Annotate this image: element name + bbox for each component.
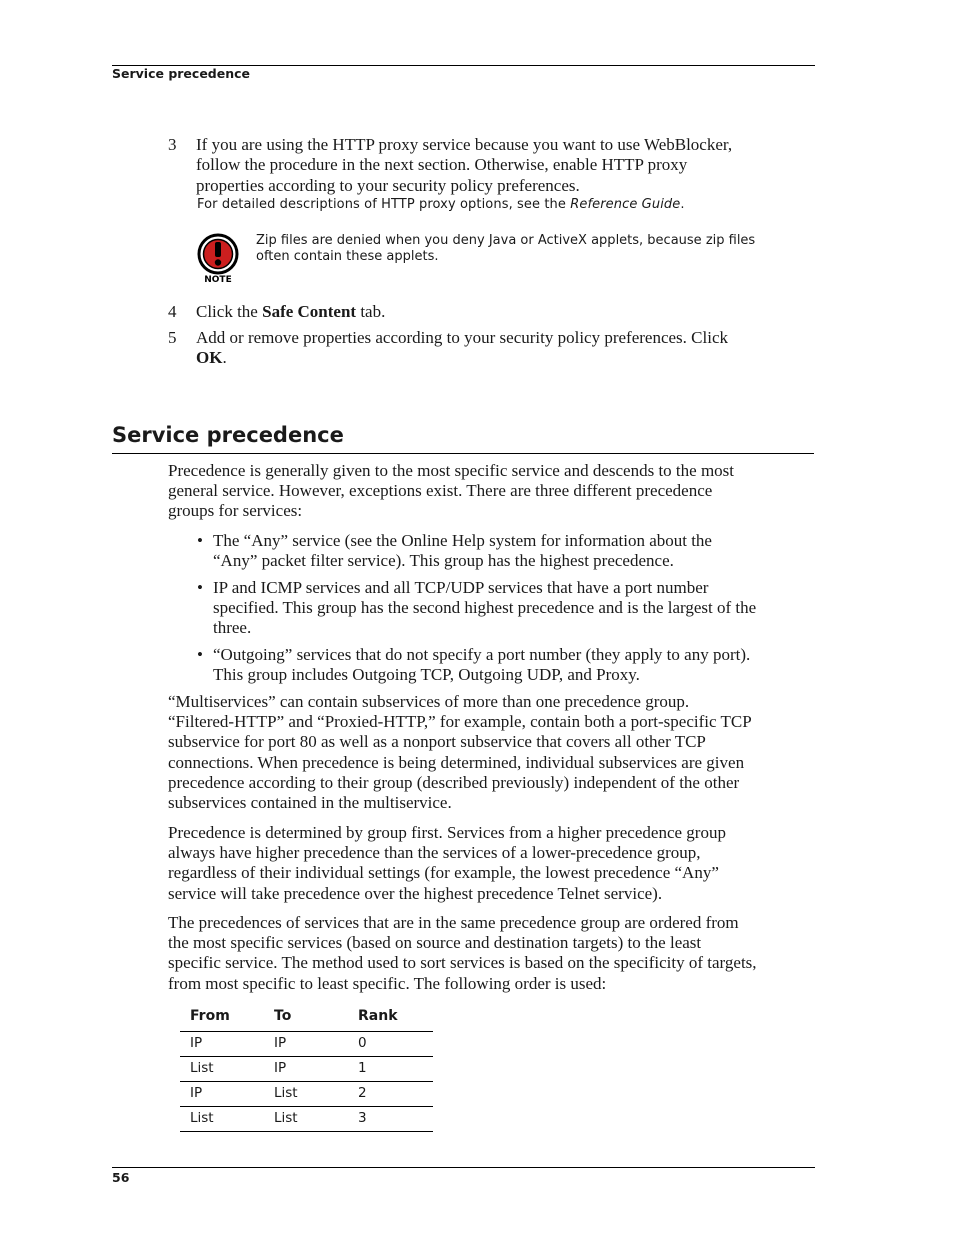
intro-paragraph (168, 461, 814, 522)
header-to: To (274, 1008, 292, 1024)
bullet-any-service (213, 531, 815, 571)
multiservices-paragraph (168, 692, 814, 813)
text-line: Zip files are denied when you deny Java or ActiveX applets, because zip files (256, 233, 756, 248)
detail-note-end: . (680, 197, 685, 212)
text-line: If you are using the HTTP proxy service because you want to use WebBlocker, (196, 135, 733, 154)
step-4-text (196, 302, 796, 322)
text-line: precedence according to their group (described previously) independent of the other (168, 772, 740, 792)
section-title: Service precedence (112, 423, 344, 447)
note-icon-label: NOTE (204, 275, 232, 285)
running-header: Service precedence (112, 66, 251, 81)
detail-note-text: For detailed descriptions of HTTP proxy options, see the (197, 197, 571, 212)
cell-from: List (190, 1110, 214, 1126)
text-line: The “Any” service (see the Online Help system for information about the (213, 531, 712, 550)
step-4-pre: Click the (196, 302, 263, 321)
text-line: groups for services: (168, 501, 303, 521)
text-line: subservices contained in the multiservice. (168, 793, 452, 813)
text-line: specified. This group has the second highest precedence and is the largest of the (213, 598, 757, 618)
text-line: The precedences of services that are in the same precedence group are ordered from (168, 913, 739, 932)
reference-guide-title: Reference Guide (570, 197, 681, 212)
detail-note (197, 197, 685, 212)
text-line: properties according to your security policy preferences. (196, 175, 580, 195)
bullet-dot: • (197, 531, 203, 550)
text-line: “Any” packet filter service). This group has the highest precedence. (213, 551, 674, 571)
step-4-post: tab. (356, 302, 386, 321)
text-line: general service. However, exceptions exist. There are three different precedence (168, 481, 713, 501)
cell-rank: 0 (358, 1035, 367, 1051)
text-line: subservice for port 80 as well as a nonport subservice that covers all other TCP (168, 732, 706, 752)
page-number: 56 (112, 1170, 130, 1185)
ok-label: OK (196, 348, 223, 368)
table-row (180, 1032, 433, 1057)
text-line: connections. When precedence is being determined, individual subservices are given (168, 752, 745, 772)
step-5-text (196, 328, 796, 369)
cell-to: List (274, 1110, 298, 1126)
cell-from: IP (190, 1085, 203, 1101)
safe-content-tab-label: Safe Content (262, 302, 357, 321)
section-rule (112, 453, 814, 454)
text-line (196, 348, 796, 368)
text-line: Add or remove properties according to your security policy preferences. Click (196, 328, 729, 347)
text-line: the most specific services (based on source and destination targets) to the least (168, 933, 702, 953)
step-3-text (196, 135, 796, 196)
header-rank: Rank (358, 1008, 398, 1024)
table-row (180, 1107, 433, 1132)
text-line: “Multiservices” can contain subservices of more than one precedence group. (168, 692, 690, 711)
precedence-table (180, 1007, 433, 1132)
cell-to: List (274, 1085, 298, 1101)
step-number: 3 (168, 135, 177, 154)
cell-rank: 2 (358, 1085, 367, 1101)
table-header-row (180, 1007, 433, 1032)
text-line: from most specific to least specific. The following order is used: (168, 973, 607, 993)
text-line: “Outgoing” services that do not specify a port number (they apply to any port). (213, 645, 751, 664)
text-line: service will take precedence over the highest precedence Telnet service). (168, 883, 663, 903)
text-line: regardless of their individual settings (for example, the lowest precedence “Any” (168, 863, 719, 883)
text-line: specific service. The method used to sort services is based on the specificity of targets, (168, 953, 757, 973)
cell-from: IP (190, 1035, 203, 1051)
table-row (180, 1057, 433, 1082)
cell-to: IP (274, 1035, 287, 1051)
step-5-post: . (222, 348, 227, 368)
bullet-dot: • (197, 645, 203, 664)
note-warning-icon (196, 232, 242, 288)
text-line: Precedence is determined by group first. Services from a higher precedence group (168, 823, 726, 842)
header-from: From (190, 1008, 230, 1024)
text-line: Precedence is generally given to the most specific service and descends to the most (168, 461, 735, 480)
group-first-paragraph (168, 823, 814, 904)
text-line: often contain these applets. (256, 249, 439, 264)
cell-rank: 3 (358, 1110, 367, 1126)
text-line: “Filtered-HTTP” and “Proxied-HTTP,” for example, contain both a port-specific TCP (168, 712, 752, 732)
text-line: always have higher precedence than the services of a lower-precedence group, (168, 843, 701, 863)
text-line: IP and ICMP services and all TCP/UDP services that have a port number (213, 578, 709, 597)
cell-rank: 1 (358, 1060, 367, 1076)
bullet-outgoing (213, 645, 815, 685)
step-number: 5 (168, 328, 177, 347)
same-group-paragraph (168, 913, 814, 994)
bullet-ip-icmp (213, 578, 815, 639)
step-number: 4 (168, 302, 177, 321)
text-line: three. (213, 618, 252, 638)
text-line: follow the procedure in the next section. Otherwise, enable HTTP proxy (196, 155, 688, 175)
text-line: This group includes Outgoing TCP, Outgoing UDP, and Proxy. (213, 665, 640, 685)
table-row (180, 1082, 433, 1107)
footer-rule (112, 1167, 815, 1168)
note-text (256, 233, 776, 265)
cell-from: List (190, 1060, 214, 1076)
bullet-dot: • (197, 578, 203, 597)
cell-to: IP (274, 1060, 287, 1076)
